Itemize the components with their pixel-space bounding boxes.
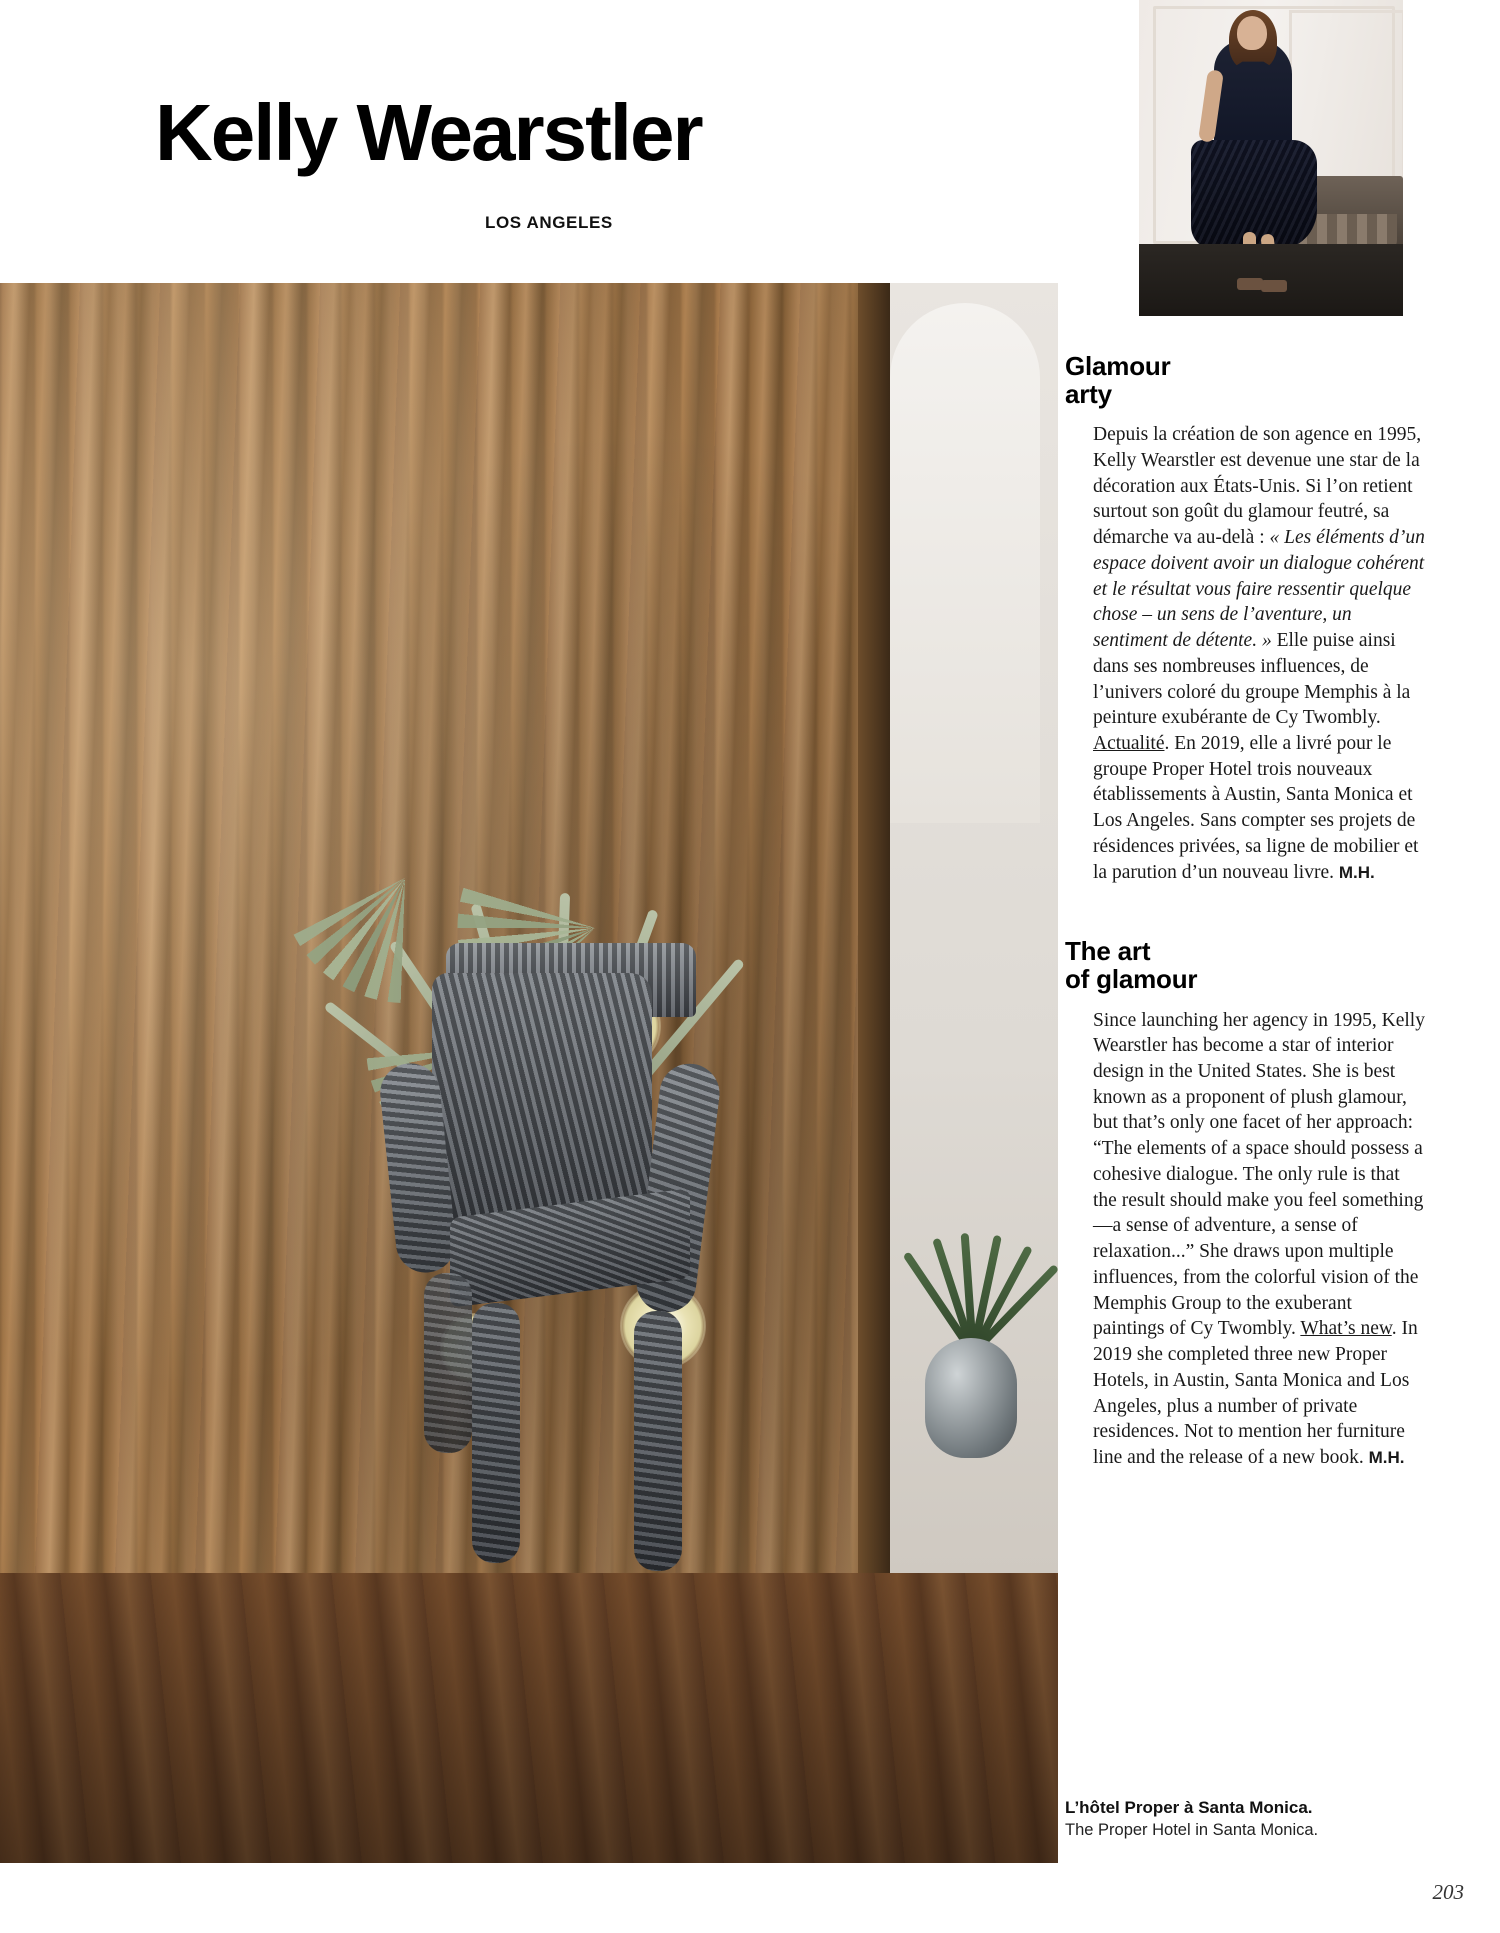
paragraph-text: . En 2019, elle a livré pour le groupe Proper Hotel trois nouveaux établissements à Austin, Santa Monica et Los Angeles. Sans compter ses projets de résidences privées, sa ligne de mobilier et la parution d’un nouveau livre.: [1093, 732, 1419, 883]
caption-french: L’hôtel Proper à Santa Monica.: [1065, 1798, 1313, 1817]
chair-leg-back-left: [424, 1273, 472, 1453]
paragraph-text: . In 2019 she completed three new Proper Hotels, in Austin, Santa Monica and Los Angeles, plus a number of private residences. Not to mention her furniture line and the release of a new book.: [1093, 1318, 1418, 1469]
article-text-column: [1065, 352, 1425, 1471]
article-paragraph-french: [1065, 422, 1425, 885]
background-plant-leaves: [905, 1163, 1045, 1353]
section-heading-english-line1: The art: [1065, 936, 1151, 967]
photo-caption: [1065, 1798, 1435, 1840]
caption-english: The Proper Hotel in Santa Monica.: [1065, 1821, 1319, 1839]
quoted-passage: « Les éléments d’un espace doivent avoir un dialogue cohérent et le résultat vous faire ressentir quelque chose – un sens de l’aventure, un sentiment de détente. »: [1093, 527, 1425, 652]
portrait-shoe-right: [1261, 280, 1287, 292]
section-heading-french: [1065, 352, 1425, 408]
inline-link-label: Actualité: [1093, 732, 1165, 754]
inline-link-label: What’s new: [1300, 1318, 1392, 1340]
page-title: Kelly Wearstler: [155, 88, 702, 177]
paragraph-text: Elle puise ainsi dans ses nombreuses influences, de l’univers coloré du groupe Memphis à la peinture exubérante de Cy Twombly.: [1093, 630, 1411, 729]
portrait-figure-head: [1237, 16, 1267, 50]
page-header: [0, 0, 1060, 278]
article-paragraph-english: [1065, 1008, 1425, 1471]
sculptural-chair: [380, 943, 800, 1623]
page-number: 203: [1432, 1880, 1464, 1904]
chair-back: [432, 973, 652, 1223]
author-initials: M.H.: [1338, 862, 1375, 882]
portrait-photo: [1139, 0, 1403, 316]
section-heading-french-line2: arty: [1065, 379, 1112, 410]
chair-leg-front-left: [472, 1303, 520, 1563]
paragraph-text: Since launching her agency in 1995, Kelly Wearstler has become a star of interior design in the United States. She is best known as a proponent of plush glamour, but that’s only one facet of her approach: “The elements of a space should possess a cohesive dialogue. The only rule is that the result should make you feel something—a sense of adventure, a sense of relaxation...” She draws upon multiple influences, from the colorful vision of the Memphis Group to the exuberant paintings of Cy Twombly.: [1093, 1009, 1425, 1340]
author-initials: M.H.: [1368, 1448, 1405, 1468]
paragraph-text: Depuis la création de son agence en 1995, Kelly Wearstler est devenue une star de la décoration aux États-Unis. Si l’on retient surtout son goût du glamour feutré, sa démarche va au-delà :: [1093, 424, 1422, 549]
background-arch: [890, 303, 1040, 823]
chair-leg-front-right: [634, 1311, 682, 1571]
background-plant-pot: [925, 1338, 1017, 1458]
portrait-shoe-left: [1237, 278, 1263, 290]
section-heading-french-line1: Glamour: [1065, 351, 1171, 381]
city-label: LOS ANGELES: [485, 213, 613, 232]
section-heading-english-line2: of glamour: [1065, 964, 1198, 995]
main-interior-photo: [0, 283, 1058, 1863]
section-heading-english: [1065, 937, 1425, 993]
wood-panel-edge: [858, 283, 890, 1593]
